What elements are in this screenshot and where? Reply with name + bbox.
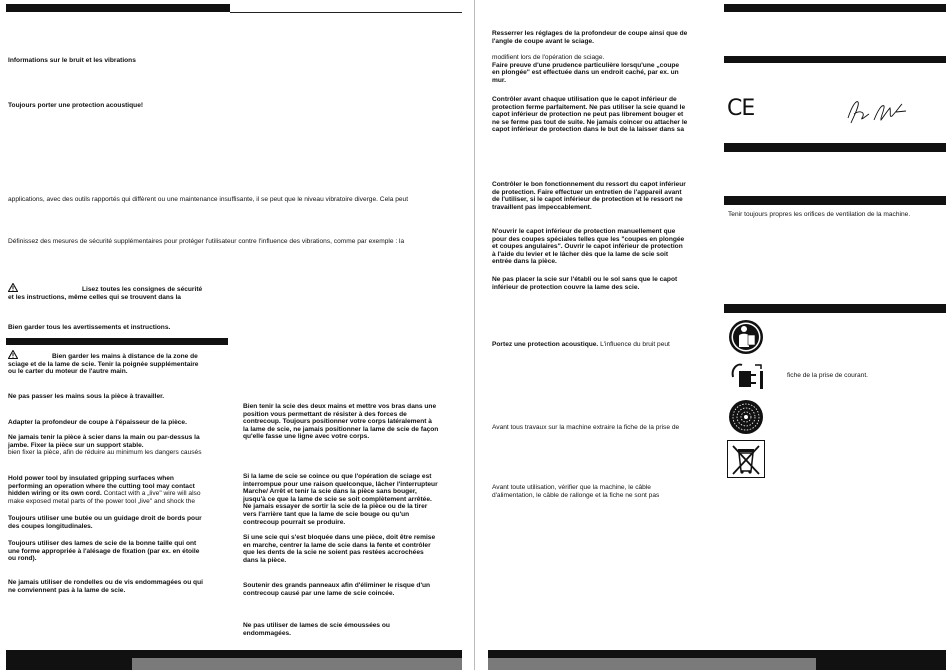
spring-d: travaillent pas impeccablement. (492, 203, 592, 211)
footer-bar-left-dark (6, 650, 132, 670)
guard-b: protection ferme parfaitement. Ne pas utiliser la scie quand le (492, 103, 686, 111)
never-hold-a: Ne jamais tenir la pièce à scier dans la main ou par-dessus la (8, 434, 200, 441)
plunge-a: Faire preuve d'une prudence particulière lorsqu'une „coupe (492, 61, 680, 69)
blades-size-c: ou rond). (8, 555, 37, 563)
washers-b: ne conviennent pas à la lame de scie. (8, 586, 126, 594)
place-b: inférieur de protection couvre la lame des scie. (492, 283, 640, 291)
modified-text: modifient lors de l'opération de sciage. (492, 54, 605, 61)
read-all-b: et les instructions, même celles qui se trouvent dans la (8, 293, 181, 301)
adjust-depth: Adapter la profondeur de coupe à l'épaisseur de la pièce. (8, 419, 187, 426)
restart-d: dans la pièce. (243, 556, 287, 564)
check-block (492, 484, 717, 499)
never-hold-block (8, 434, 238, 457)
ear-bold: Portez une protection acoustique. (492, 341, 599, 348)
open-b: pour des coupes spéciales telles que les "coupes en plongée (492, 235, 685, 243)
section-bar-right-3 (724, 196, 946, 205)
check-b: d'alimentation, le câble de rallonge et la fiche ne sont pas (492, 491, 660, 499)
plunge-b: en plongée" est effectuée dans un endroit caché, par ex. un (492, 69, 679, 77)
guard-c: capot inférieur de protection ne peut pas librement bouger et (492, 111, 684, 119)
applications-text: applications, avec des outils rapportés qui diffèrent ou une maintenance insuffisante, il se peut que le niveau vibratoire diverge. Cela peut (8, 196, 409, 203)
restart-b: en marche, centrer la lame de scie dans la fente et contrôler (243, 541, 431, 549)
restart-c: que les dents de la scie ne soient pas restées accrochées (243, 549, 424, 557)
panels-b: contrecoup causé par une lame de scie coincée. (243, 589, 395, 597)
footer-bar-right-grey (488, 658, 816, 670)
ear-protection-text (492, 341, 670, 349)
no-hands-under: Ne pas passer les mains sous la pièce à travailler. (8, 393, 165, 400)
spring-a: Contrôler le bon fonctionnement du ressort du capot inférieur (492, 181, 686, 188)
place-a: Ne pas placer la scie sur l'établi ou le sol sans que le capot (492, 276, 678, 283)
page-divider (474, 0, 475, 670)
hold-power-a: Hold power tool by insulated gripping surfaces when (8, 475, 174, 482)
never-hold-c: bien fixer la pièce, afin de réduire au minimum les dangers causés (8, 449, 202, 457)
open-e: entrée dans la pièce. (492, 258, 557, 266)
two-hands-a: Bien tenir la scie des deux mains et mettre vos bras dans une (243, 403, 437, 410)
read-manual-icon (727, 318, 765, 356)
restart-a: Si une scie qui s'est bloquée dans une pièce, doit être remise (243, 534, 436, 541)
guard-e: capot inférieur de protection dans le but de la laisser dans sa (492, 126, 685, 134)
hold-power-block (8, 475, 238, 505)
blades-size-a: Toujours utiliser des lames de scie de la bonne taille qui ont (8, 540, 197, 547)
warning-block-1 (8, 283, 238, 301)
plug-text: fiche de la prise de courant. (787, 372, 869, 379)
unplug-text: Avant tous travaux sur la machine extraire la fiche de la prise de (492, 424, 680, 431)
never-hold-b: jambe. Fixer la pièce sur un support stable. (8, 441, 144, 449)
spring-b: de protection. Faire effectuer un entretien de l'appareil avant (492, 188, 682, 196)
ear-protection-icon (727, 398, 765, 436)
footer-bar-right-dark (816, 650, 946, 670)
section-bar-right-1 (724, 56, 946, 63)
check-a: Avant toute utilisation, vérifier que la machine, le câble (492, 484, 651, 491)
hold-power-c (8, 490, 238, 498)
header-bar-left (6, 4, 230, 12)
jam-d: jusqu'à ce que la lame de scie se soit complètement arrêtée. (243, 495, 432, 503)
washers-block (8, 579, 238, 594)
section-bar-right-4 (724, 304, 946, 313)
plunge-c: mur. (492, 76, 506, 84)
spring-block (492, 181, 717, 211)
ce-mark: CE (727, 96, 755, 121)
guard-block (492, 96, 717, 134)
hold-power-c-bold: hidden wiring or its own cord. (8, 490, 102, 498)
read-all-line (8, 283, 238, 294)
guard-a: Contrôler avant chaque utilisation que le capot inférieur de (492, 96, 677, 103)
two-hands-d: la lame de scie, ne jamais positionner la lame de scie de façon (243, 425, 439, 433)
jam-c: Marche/ Arrêt et tenir la scie dans la pièce sans bouger, (243, 488, 417, 496)
spring-c: de l'utiliser, si le capot inférieur de protection et le ressort ne (492, 196, 683, 204)
jam-g: contrecoup pourrait se produire. (243, 518, 346, 526)
noise-heading: Informations sur le bruit et les vibrations (8, 57, 136, 64)
jam-f: vers l'arrière tant que la lame de scie bouge ou qu'un (243, 510, 410, 518)
signature-image (844, 96, 910, 126)
tighten-a: Resserrer les réglages de la profondeur de coupe ainsi que de (492, 30, 688, 37)
section-bar-right-2 (724, 143, 946, 152)
dull-a: Ne pas utiliser de lames de scie émoussées ou (243, 622, 390, 629)
hold-power-d: make exposed metal parts of the power tool „live" and shock the (8, 497, 196, 505)
panels-a: Soutenir des grands panneaux afin d'éliminer le risque d'un (243, 582, 431, 589)
place-block (492, 276, 717, 291)
open-a: N'ouvrir le capot inférieur de protection manuellement que (492, 228, 676, 235)
top-rule-left (230, 12, 462, 13)
dull-b: endommagées. (243, 629, 292, 637)
wear-protection-text: Toujours porter une protection acoustique! (8, 102, 144, 109)
open-d: à l'aide du levier et le lâcher dès que la lame de scie soit (492, 250, 669, 258)
hold-power-c-norm: Contact with a „live" wire will also (101, 490, 201, 498)
fence-block (8, 515, 238, 530)
hands-line-a (8, 350, 238, 361)
weee-bin-icon (727, 440, 765, 478)
warning-block-2 (8, 350, 238, 376)
fence-b: des coupes longitudinales. (8, 522, 93, 530)
vents-text: Tenir toujours propres les orifices de ventilation de la machine. (728, 211, 911, 218)
dull-block (243, 622, 471, 637)
jam-b: interrompue pour une raison quelconque, lâcher l'interrupteur (243, 480, 438, 488)
jam-block (243, 473, 471, 526)
unplug-icon (727, 357, 765, 395)
keep-all-text: Bien garder tous les avertissements et instructions. (8, 324, 171, 331)
warning-triangle-icon (8, 283, 18, 292)
fence-a: Toujours utiliser une butée ou un guidage droit de bords pour (8, 515, 202, 522)
guard-d: ne se ferme pas tout de suite. Ne jamais coincer ou attacher le (492, 118, 688, 126)
read-all-a: Lisez toutes les consignes de sécurité (82, 286, 203, 293)
two-hands-b: position vous permettant de résister à des forces de (243, 410, 407, 418)
washers-a: Ne jamais utiliser de rondelles ou de vis endommagées ou qui (8, 579, 203, 586)
two-hands-e: qu'elle fasse une ligne avec votre corps. (243, 433, 370, 441)
tighten-block (492, 30, 717, 45)
two-hands-c: contrecoup. Toujours positionner votre corps latéralement à (243, 418, 432, 426)
footer-bar-left-top (132, 650, 462, 658)
hands-c: ou le carter du moteur de l'autre main. (8, 368, 128, 376)
restart-block (243, 534, 471, 564)
open-c: et coupes angulaires". Ouvrir le capot inférieur de protection (492, 243, 683, 251)
warning-triangle-icon (8, 350, 18, 359)
ear-norm: L'influence du bruit peut (598, 341, 670, 348)
panels-block (243, 582, 471, 597)
open-guard-block (492, 228, 717, 266)
jam-e: Ne jamais essayer de sortir la scie de la pièce ou de la tirer (243, 503, 428, 511)
tighten-b: l'angle de coupe avant le sciage. (492, 37, 594, 45)
header-bar-right (724, 4, 946, 12)
jam-a: Si la lame de scie se coince ou que l'opération de sciage est (243, 473, 432, 480)
define-measures-text: Définissez des mesures de sécurité supplémentaires pour protéger l'utilisateur contre l'influence des vibrations, comme par exemple : la (8, 238, 405, 245)
two-hands-block (243, 403, 471, 441)
plunge-block (492, 54, 717, 84)
footer-bar-left-grey (132, 658, 462, 670)
blade-size-block (8, 540, 238, 563)
section-bar-left (6, 338, 228, 345)
hold-power-b: performing an operation where the cutting tool may contact (8, 482, 195, 490)
footer-bar-right-top (488, 650, 816, 658)
blades-size-b: une forme appropriée à l'alésage de fixation (par ex. en étoile (8, 547, 200, 555)
hands-b: sciage et de la lame de scie. Tenir la poignée supplémentaire (8, 360, 199, 368)
hands-a: Bien garder les mains à distance de la zone de (52, 353, 198, 360)
